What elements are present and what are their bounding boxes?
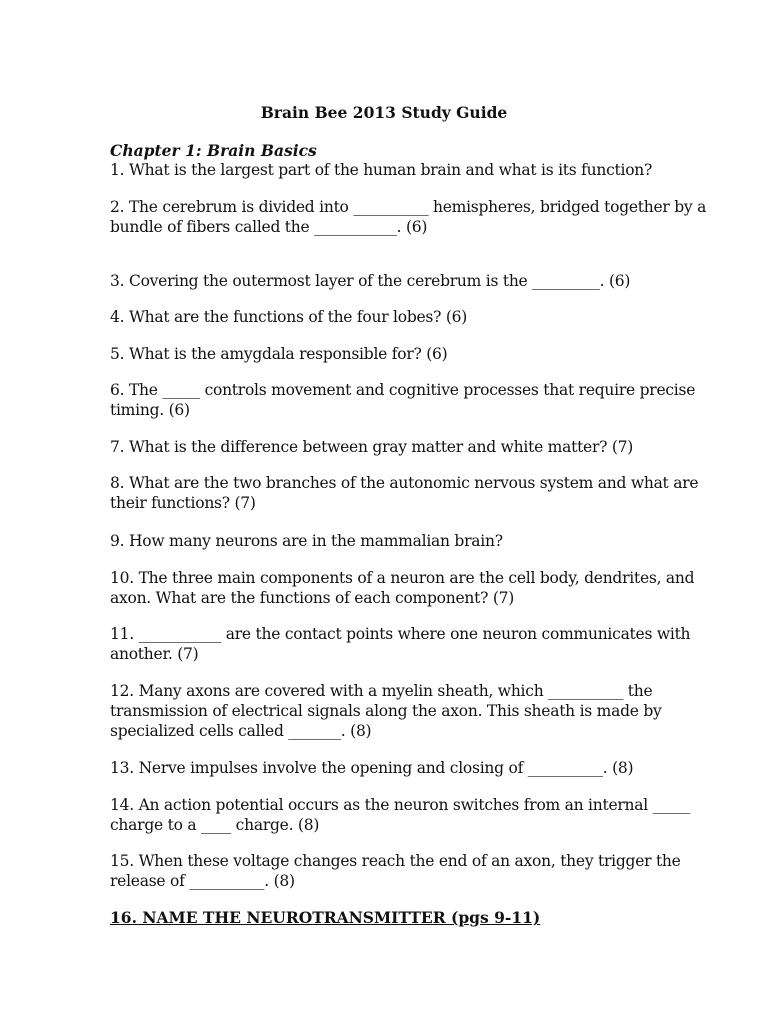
- document-title: Brain Bee 2013 Study Guide: [260, 103, 508, 122]
- question-11: 11. ___________ are the contact points where one neuron communicates with another. (7): [110, 625, 691, 663]
- question-4: 4. What are the functions of the four lobes? (6): [110, 308, 468, 326]
- question-13: 13. Nerve impulses involve the opening and closing of __________. (8): [110, 759, 634, 777]
- question-9: 9. How many neurons are in the mammalian brain?: [110, 532, 503, 550]
- question-10: 10. The three main components of a neuron are the cell body, dendrites, and axon. What are the functions of each component? (7): [110, 569, 695, 607]
- chapter-heading: Chapter 1: Brain Basics: [110, 141, 317, 160]
- question-1: 1. What is the largest part of the human brain and what is its function?: [110, 161, 653, 179]
- question-3: 3. Covering the outermost layer of the cerebrum is the _________. (6): [110, 272, 631, 290]
- question-14: 14. An action potential occurs as the neuron switches from an internal _____ charge to a ____ charge. (8): [110, 796, 691, 834]
- question-5: 5. What is the amygdala responsible for? (6): [110, 345, 448, 363]
- question-7: 7. What is the difference between gray matter and white matter? (7): [110, 438, 634, 456]
- question-6: 6. The _____ controls movement and cognitive processes that require precise timing. (6): [110, 381, 696, 419]
- question-15: 15. When these voltage changes reach the end of an axon, they trigger the release of __________. (8): [110, 852, 681, 890]
- question-2: 2. The cerebrum is divided into __________ hemispheres, bridged together by a bundle of fibers called the ___________. (6): [110, 198, 707, 236]
- question-12: 12. Many axons are covered with a myelin sheath, which __________ the transmission of electrical signals along the axon. This sheath is made by specialized cells called _______. (8): [110, 682, 662, 740]
- question-8: 8. What are the two branches of the autonomic nervous system and what are their functions? (7): [110, 474, 699, 512]
- section-heading-neurotransmitter: 16. NAME THE NEUROTRANSMITTER (pgs 9-11): [110, 908, 541, 927]
